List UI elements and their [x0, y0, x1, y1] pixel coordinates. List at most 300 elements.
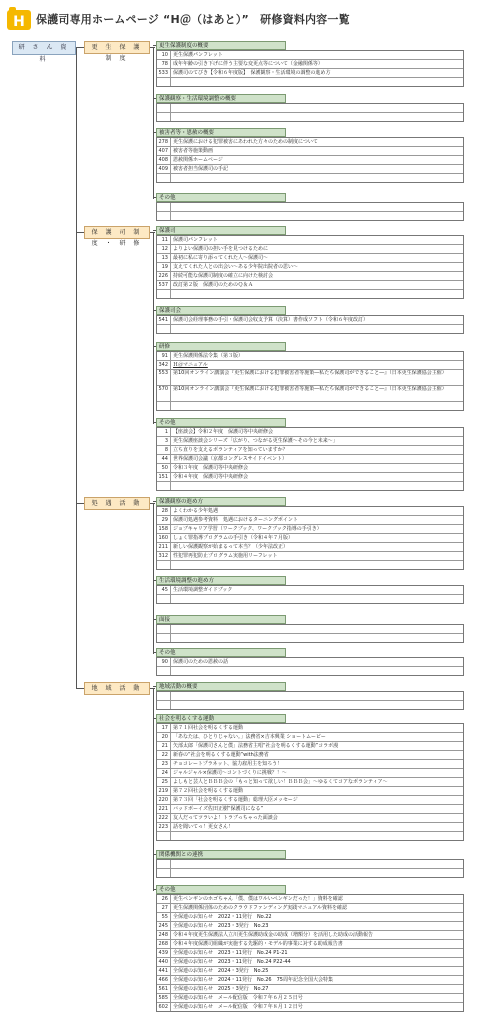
- document-title[interactable]: 令和４年度更生保護法人立川更生保護助成金の助成（増額分）を活用した助成の活動報告: [173, 932, 374, 938]
- document-number: 223: [157, 823, 171, 831]
- document-row[interactable]: [157, 254, 463, 263]
- document-title[interactable]: 友人だってツラいよ！トラブっちゃった面談会: [173, 815, 278, 821]
- empty-row: [157, 212, 463, 220]
- document-section: [156, 497, 464, 570]
- document-number: 561: [157, 985, 171, 993]
- section-header: 保護観察・生活環境調整の概要: [156, 94, 286, 103]
- document-title: [171, 212, 463, 220]
- section-header: 生活環境調整の進め方: [156, 576, 286, 585]
- document-title[interactable]: 全保連のお知らせ 2024・11発行 No.26 75周年記念全国大会特集: [173, 977, 333, 983]
- document-title[interactable]: 全保連のお知らせ 2025・3発行 No.27: [173, 986, 269, 992]
- document-row[interactable]: [157, 361, 463, 370]
- document-row[interactable]: [157, 658, 463, 667]
- document-row[interactable]: [157, 967, 463, 976]
- document-title[interactable]: 保護司処遇参考資料 処遇におけるターニングポイント: [173, 517, 298, 523]
- document-section: [156, 714, 464, 841]
- section-header: 保護司: [156, 226, 286, 235]
- document-title[interactable]: 全保連のお知らせ 2022・11発行 No.22: [173, 914, 272, 920]
- document-row[interactable]: [157, 156, 463, 165]
- document-title[interactable]: 持続可能な保護司制度の確立に向けた検討会: [173, 273, 274, 279]
- document-number: 90: [157, 658, 171, 666]
- document-number: [157, 113, 171, 121]
- document-row[interactable]: [157, 437, 463, 446]
- document-row[interactable]: [157, 922, 463, 931]
- document-number: [157, 595, 171, 603]
- document-number: [157, 104, 171, 112]
- tree-connector: [153, 310, 156, 311]
- document-number: 278: [157, 138, 171, 146]
- document-number: 221: [157, 805, 171, 813]
- document-title[interactable]: 第10回オンライン講演会『更生保護における犯罪被害者等施策―私たち保護司ができること―』（日本更生保護協会主催）: [173, 370, 447, 376]
- category-label: 地 域 活 動: [84, 682, 150, 695]
- document-number: 151: [157, 473, 171, 481]
- empty-row: [157, 667, 463, 675]
- section-table: [156, 103, 464, 122]
- document-number: [157, 625, 171, 633]
- document-number: 553: [157, 370, 171, 385]
- document-title[interactable]: 話を聞いてっ！更女さん！: [173, 824, 234, 830]
- document-row[interactable]: [157, 69, 463, 78]
- document-row[interactable]: [157, 464, 463, 473]
- tree-connector: [153, 98, 156, 99]
- document-row[interactable]: [157, 769, 463, 778]
- document-title: [171, 482, 463, 490]
- document-number: [157, 667, 171, 675]
- section-table: [156, 657, 464, 676]
- document-number: 1: [157, 428, 171, 436]
- document-number: [157, 212, 171, 220]
- document-title: [171, 701, 463, 709]
- document-row[interactable]: [157, 552, 463, 561]
- section-table: [156, 894, 464, 1012]
- document-title[interactable]: 全保連のお知らせ 2024・3発行 No.25: [173, 968, 269, 974]
- empty-row: [157, 832, 463, 840]
- document-row[interactable]: [157, 525, 463, 534]
- tree-bracket: [153, 47, 154, 199]
- document-number: 160: [157, 534, 171, 542]
- tree-connector: [153, 501, 156, 502]
- document-title: [171, 78, 463, 86]
- document-row[interactable]: [157, 245, 463, 254]
- document-title[interactable]: 保護司会経理事務の手引・保護司会収支予算（決算）書作成ソフト（令和６年度改訂）: [173, 317, 369, 323]
- empty-row: [157, 634, 463, 642]
- section-table: [156, 50, 464, 87]
- document-number: 268: [157, 940, 171, 948]
- document-title[interactable]: よくわかる少年処遇: [173, 508, 219, 514]
- document-number: 342: [157, 361, 171, 369]
- document-title[interactable]: 生活環境調整ガイドブック: [173, 587, 233, 593]
- section-header: 社会を明るくする運動: [156, 714, 286, 723]
- page-title: 保護司専用ホームページ “H＠（はあと）” 研修資料内容一覧: [36, 13, 350, 26]
- document-row[interactable]: [157, 1003, 463, 1011]
- document-title[interactable]: ジャルジャル×保護司～コントづくりに挑戦？！～: [173, 770, 287, 776]
- document-number: 220: [157, 796, 171, 804]
- document-title[interactable]: 更生ペンギンのホゴちゃん「僕、僕はワルいペンギンだった！」資料を確認: [173, 896, 343, 902]
- document-section: [156, 576, 464, 604]
- document-section: [156, 648, 464, 676]
- empty-row: [157, 701, 463, 709]
- document-number: 11: [157, 236, 171, 244]
- document-number: 29: [157, 516, 171, 524]
- document-row[interactable]: [157, 263, 463, 272]
- document-title[interactable]: 保護司のてびき【令和６年度版】 保護観察・生活環境の調整の進め方: [173, 70, 331, 76]
- document-number: 22: [157, 751, 171, 759]
- document-number: [157, 634, 171, 642]
- document-title[interactable]: よしもと芸人とＢＢＢ会の「もっと知って欲しい！ＢＢＢ会」～ゆるくてコアなボランティア～: [173, 779, 388, 785]
- section-table: [156, 723, 464, 841]
- document-number: 440: [157, 958, 171, 966]
- document-title[interactable]: 新しい保護観察が始まるって本当？（少年法改正）: [173, 544, 289, 550]
- document-number: 408: [157, 156, 171, 164]
- tree-connector: [153, 580, 156, 581]
- empty-row: [157, 692, 463, 701]
- document-number: 312: [157, 552, 171, 560]
- document-row[interactable]: [157, 751, 463, 760]
- document-number: [157, 561, 171, 569]
- document-number: [157, 290, 171, 298]
- document-section: [156, 193, 464, 221]
- section-header: 地域活動の概要: [156, 682, 286, 691]
- document-number: 3: [157, 437, 171, 445]
- document-row[interactable]: [157, 543, 463, 552]
- document-title[interactable]: バッドボーイズ佐田正樹“保護司になる”: [173, 806, 264, 812]
- document-row[interactable]: [157, 985, 463, 994]
- document-row[interactable]: [157, 823, 463, 832]
- empty-row: [157, 402, 463, 410]
- document-title[interactable]: 恩赦関係ホームページ: [173, 157, 223, 163]
- document-number: 409: [157, 165, 171, 173]
- tree-connector: [153, 889, 156, 890]
- document-title: [171, 595, 463, 603]
- section-header: その他: [156, 193, 286, 202]
- document-number: [157, 78, 171, 86]
- document-row[interactable]: [157, 976, 463, 985]
- document-section: [156, 128, 464, 183]
- document-number: [157, 832, 171, 840]
- document-row[interactable]: [157, 958, 463, 967]
- document-row[interactable]: [157, 272, 463, 281]
- document-number: 78: [157, 60, 171, 68]
- document-number: [157, 482, 171, 490]
- document-row[interactable]: [157, 60, 463, 69]
- document-number: 55: [157, 913, 171, 921]
- empty-row: [157, 113, 463, 121]
- tree-connector: [77, 47, 84, 48]
- document-title[interactable]: 全保連のお知らせ メール配信版 令和７年６月２５日号: [173, 995, 303, 1001]
- document-section: [156, 682, 464, 710]
- document-title[interactable]: 第10回オンライン講演会『更生保護における犯罪被害者等施策―私たち保護司ができること―』（日本更生保護協会主催）: [173, 386, 447, 392]
- section-header: 更生保護制度の概要: [156, 41, 286, 50]
- document-row[interactable]: [157, 138, 463, 147]
- document-row[interactable]: [157, 796, 463, 805]
- tree-connector: [153, 422, 156, 423]
- document-title[interactable]: 更生保護関係法令集（第３版）: [173, 353, 244, 359]
- document-row[interactable]: [157, 507, 463, 516]
- document-row[interactable]: [157, 931, 463, 940]
- document-row[interactable]: [157, 724, 463, 733]
- document-number: [157, 325, 171, 333]
- document-title[interactable]: 保護司パンフレット: [173, 237, 218, 243]
- empty-row: [157, 869, 463, 877]
- document-row[interactable]: [157, 994, 463, 1003]
- document-number: 219: [157, 787, 171, 795]
- document-number: 50: [157, 464, 171, 472]
- section-table: [156, 585, 464, 604]
- document-title[interactable]: 第７３回「社会を明るくする運動」総理大臣メッセージ: [173, 797, 298, 803]
- document-row[interactable]: [157, 814, 463, 823]
- document-section: [156, 615, 464, 643]
- empty-row: [157, 860, 463, 869]
- document-title[interactable]: 令和４年度 保護司等中央研修会: [173, 474, 249, 480]
- section-header: 研修: [156, 342, 286, 351]
- document-title[interactable]: 新春の“社会を明るくする運動”with法務省: [173, 752, 269, 758]
- document-title[interactable]: 令和３年度 保護司等中央研修会: [173, 465, 249, 471]
- document-title[interactable]: 立ち直りを支えるボランティアを知っていますか？: [173, 447, 288, 453]
- document-title[interactable]: 全保連のお知らせ 2023・11発行 No.24 P1-21: [173, 950, 288, 956]
- document-number: 17: [157, 724, 171, 732]
- document-number: 28: [157, 507, 171, 515]
- tree-connector: [153, 619, 156, 620]
- document-number: 407: [157, 147, 171, 155]
- section-table: [156, 351, 464, 411]
- document-title[interactable]: 第７１回社会を明るくする運動: [173, 725, 244, 731]
- section-table: [156, 137, 464, 183]
- document-title: [171, 104, 463, 112]
- document-row[interactable]: [157, 733, 463, 742]
- document-title: [171, 869, 463, 877]
- section-header: 関係機関との連携: [156, 850, 286, 859]
- empty-row: [157, 290, 463, 298]
- empty-row: [157, 561, 463, 569]
- document-number: 466: [157, 976, 171, 984]
- document-number: 21: [157, 742, 171, 750]
- tree-line: [76, 47, 77, 689]
- document-title[interactable]: 成年年齢の引き下げに伴う主要な変更点等について（金融関係等）: [173, 61, 323, 67]
- document-row[interactable]: [157, 473, 463, 482]
- tree-connector: [77, 688, 84, 689]
- document-number: [157, 860, 171, 868]
- document-title: [171, 113, 463, 121]
- document-row[interactable]: [157, 428, 463, 437]
- empty-row: [157, 78, 463, 86]
- empty-row: [157, 595, 463, 603]
- document-section: [156, 850, 464, 878]
- document-title: [171, 561, 463, 569]
- document-number: 439: [157, 949, 171, 957]
- document-title[interactable]: 第７２回社会を明るくする運動: [173, 788, 244, 794]
- section-header: その他: [156, 418, 286, 427]
- document-number: [157, 701, 171, 709]
- root-label: 研 さ ん 資 料: [12, 41, 76, 55]
- document-number: 45: [157, 586, 171, 594]
- document-row[interactable]: [157, 165, 463, 174]
- document-row[interactable]: [157, 281, 463, 290]
- document-section: [156, 226, 464, 299]
- document-title[interactable]: 全保連のお知らせ 2023・3発行 No.23: [173, 923, 269, 929]
- document-row[interactable]: [157, 742, 463, 751]
- document-title[interactable]: 支えてくれた人との出会い～ある少年院出院者の思い～: [173, 264, 299, 270]
- empty-row: [157, 325, 463, 333]
- svg-text:H: H: [13, 14, 25, 30]
- document-title[interactable]: 更生保護における犯罪被害にあわれた方々のための制度について: [173, 139, 318, 145]
- document-number: [157, 692, 171, 700]
- document-title[interactable]: 改訂第２版 保護司のためのＱ＆Ａ: [173, 282, 254, 288]
- section-header: 保護観察の進め方: [156, 497, 286, 506]
- document-title[interactable]: 保護司のための恩赦の話: [173, 659, 229, 665]
- document-number: 13: [157, 254, 171, 262]
- document-title: [171, 174, 463, 182]
- document-row[interactable]: [157, 386, 463, 402]
- document-title[interactable]: 被害者担当保護司の手記: [173, 166, 229, 172]
- document-section: [156, 306, 464, 334]
- tree-connector: [153, 346, 156, 347]
- document-number: 570: [157, 386, 171, 401]
- document-title[interactable]: 矢部太郎「保護司さんと僕」法務省主唱“社会を明るくする運動”コラボ漫: [173, 743, 339, 749]
- tree-connector: [153, 652, 156, 653]
- document-row[interactable]: [157, 352, 463, 361]
- section-table: [156, 235, 464, 299]
- document-row[interactable]: [157, 913, 463, 922]
- document-title: [171, 667, 463, 675]
- document-number: 602: [157, 1003, 171, 1011]
- document-title[interactable]: 被害者等施策動画: [173, 148, 214, 154]
- document-title[interactable]: ジョブキャリア学習（ワークブック、ワークブック指導の手引き）: [173, 526, 322, 532]
- document-number: 10: [157, 51, 171, 59]
- section-header: その他: [156, 885, 286, 894]
- category-label: 保 護 司 制 度 ・ 研 修: [84, 226, 150, 239]
- document-title[interactable]: 全保連のお知らせ メール配信版 令和７年８月１２日号: [173, 1004, 303, 1010]
- section-header: 被害者等・恩赦の概要: [156, 128, 286, 137]
- document-title[interactable]: Ｈ＠マニュアル: [173, 362, 208, 368]
- document-row[interactable]: [157, 316, 463, 325]
- document-section: [156, 94, 464, 122]
- document-title[interactable]: 令和４年度保護司組織が実施する先駆的・モデル的事業に対する助成報告書: [173, 941, 343, 947]
- document-number: 585: [157, 994, 171, 1002]
- document-row[interactable]: [157, 586, 463, 595]
- document-title[interactable]: よりよい保護司の担い手を見つけるために: [173, 246, 269, 252]
- document-title[interactable]: 全保連のお知らせ 2023・11発行 No.24 P22-44: [173, 959, 291, 965]
- document-row[interactable]: [157, 455, 463, 464]
- tree-connector: [77, 503, 84, 504]
- document-section: [156, 342, 464, 411]
- document-row[interactable]: [157, 760, 463, 769]
- document-row[interactable]: [157, 778, 463, 787]
- document-title: [171, 290, 463, 298]
- empty-row: [157, 203, 463, 212]
- tree-bracket: [153, 232, 154, 424]
- section-header: その他: [156, 648, 286, 657]
- section-table: [156, 202, 464, 221]
- document-row[interactable]: [157, 940, 463, 949]
- document-row[interactable]: [157, 534, 463, 543]
- document-title[interactable]: 更生保護関係団体のためのクラウドファンディング実践マニュアル資料を確認: [173, 905, 348, 911]
- document-title[interactable]: 「あなたは、ひとりじゃない。」法務省×吉本興業 ショートムービー: [173, 734, 326, 740]
- document-title: [171, 203, 463, 211]
- document-number: 19: [157, 263, 171, 271]
- document-number: [157, 203, 171, 211]
- document-number: [157, 402, 171, 410]
- document-number: [157, 869, 171, 877]
- document-title: [171, 402, 463, 410]
- section-table: [156, 859, 464, 878]
- document-number: 537: [157, 281, 171, 289]
- document-row[interactable]: [157, 51, 463, 60]
- empty-row: [157, 625, 463, 634]
- document-number: 158: [157, 525, 171, 533]
- tree-connector: [153, 718, 156, 719]
- hatchi-logo-icon: [6, 5, 32, 31]
- tree-connector: [153, 230, 156, 231]
- empty-row: [157, 174, 463, 182]
- document-number: 91: [157, 352, 171, 360]
- tree-bracket: [153, 503, 154, 654]
- tree-connector: [153, 132, 156, 133]
- document-row[interactable]: [157, 236, 463, 245]
- document-number: 26: [157, 895, 171, 903]
- document-row[interactable]: [157, 805, 463, 814]
- document-title[interactable]: 【座談会】令和２年度 保護司等中央研修会: [173, 429, 274, 435]
- document-number: 24: [157, 769, 171, 777]
- document-number: 541: [157, 316, 171, 324]
- tree-connector: [153, 686, 156, 687]
- document-title[interactable]: 更生保護パンフレット: [173, 52, 223, 58]
- document-row[interactable]: [157, 949, 463, 958]
- document-title: [171, 325, 463, 333]
- document-row[interactable]: [157, 787, 463, 796]
- document-number: 441: [157, 967, 171, 975]
- document-title: [171, 634, 463, 642]
- document-title: [171, 832, 463, 840]
- tree-connector: [77, 232, 84, 233]
- document-number: [157, 174, 171, 182]
- document-row[interactable]: [157, 516, 463, 525]
- section-header: 保護司会: [156, 306, 286, 315]
- tree-connector: [153, 854, 156, 855]
- document-number: 12: [157, 245, 171, 253]
- document-number: 248: [157, 931, 171, 939]
- document-number: 533: [157, 69, 171, 77]
- document-title[interactable]: 最初に私に寄り添ってくれた人～保護司～: [173, 255, 269, 261]
- section-table: [156, 427, 464, 491]
- document-title[interactable]: チョコレートプラネット、協力雇用主を知ろう！: [173, 761, 283, 767]
- document-number: 8: [157, 446, 171, 454]
- category-label: 更 生 保 護 制 度: [84, 41, 150, 54]
- document-number: 44: [157, 455, 171, 463]
- section-header: 面接: [156, 615, 286, 624]
- category-label: 処 遇 活 動: [84, 497, 150, 510]
- empty-row: [157, 104, 463, 113]
- document-row[interactable]: [157, 904, 463, 913]
- document-title: [171, 860, 463, 868]
- document-title[interactable]: 更生保護座談会シリーズ「広がり、つながる更生保護～その今と未来～」: [173, 438, 338, 444]
- document-title[interactable]: 性犯罪再犯防止プログラム実施用リーフレット: [173, 553, 278, 559]
- section-table: [156, 624, 464, 643]
- empty-row: [157, 482, 463, 490]
- document-number: 226: [157, 272, 171, 280]
- document-row[interactable]: [157, 895, 463, 904]
- document-row[interactable]: [157, 370, 463, 386]
- tree-connector: [153, 197, 156, 198]
- document-row[interactable]: [157, 446, 463, 455]
- document-title[interactable]: しょく罪指導プログラムの手引き（令和４年７月版）: [173, 535, 293, 541]
- document-title[interactable]: 世界保護司会議（京都コングレスサイドイベント）: [173, 456, 288, 462]
- document-row[interactable]: [157, 147, 463, 156]
- section-table: [156, 506, 464, 570]
- section-table: [156, 315, 464, 334]
- document-title: [171, 625, 463, 633]
- document-section: [156, 41, 464, 87]
- section-table: [156, 691, 464, 710]
